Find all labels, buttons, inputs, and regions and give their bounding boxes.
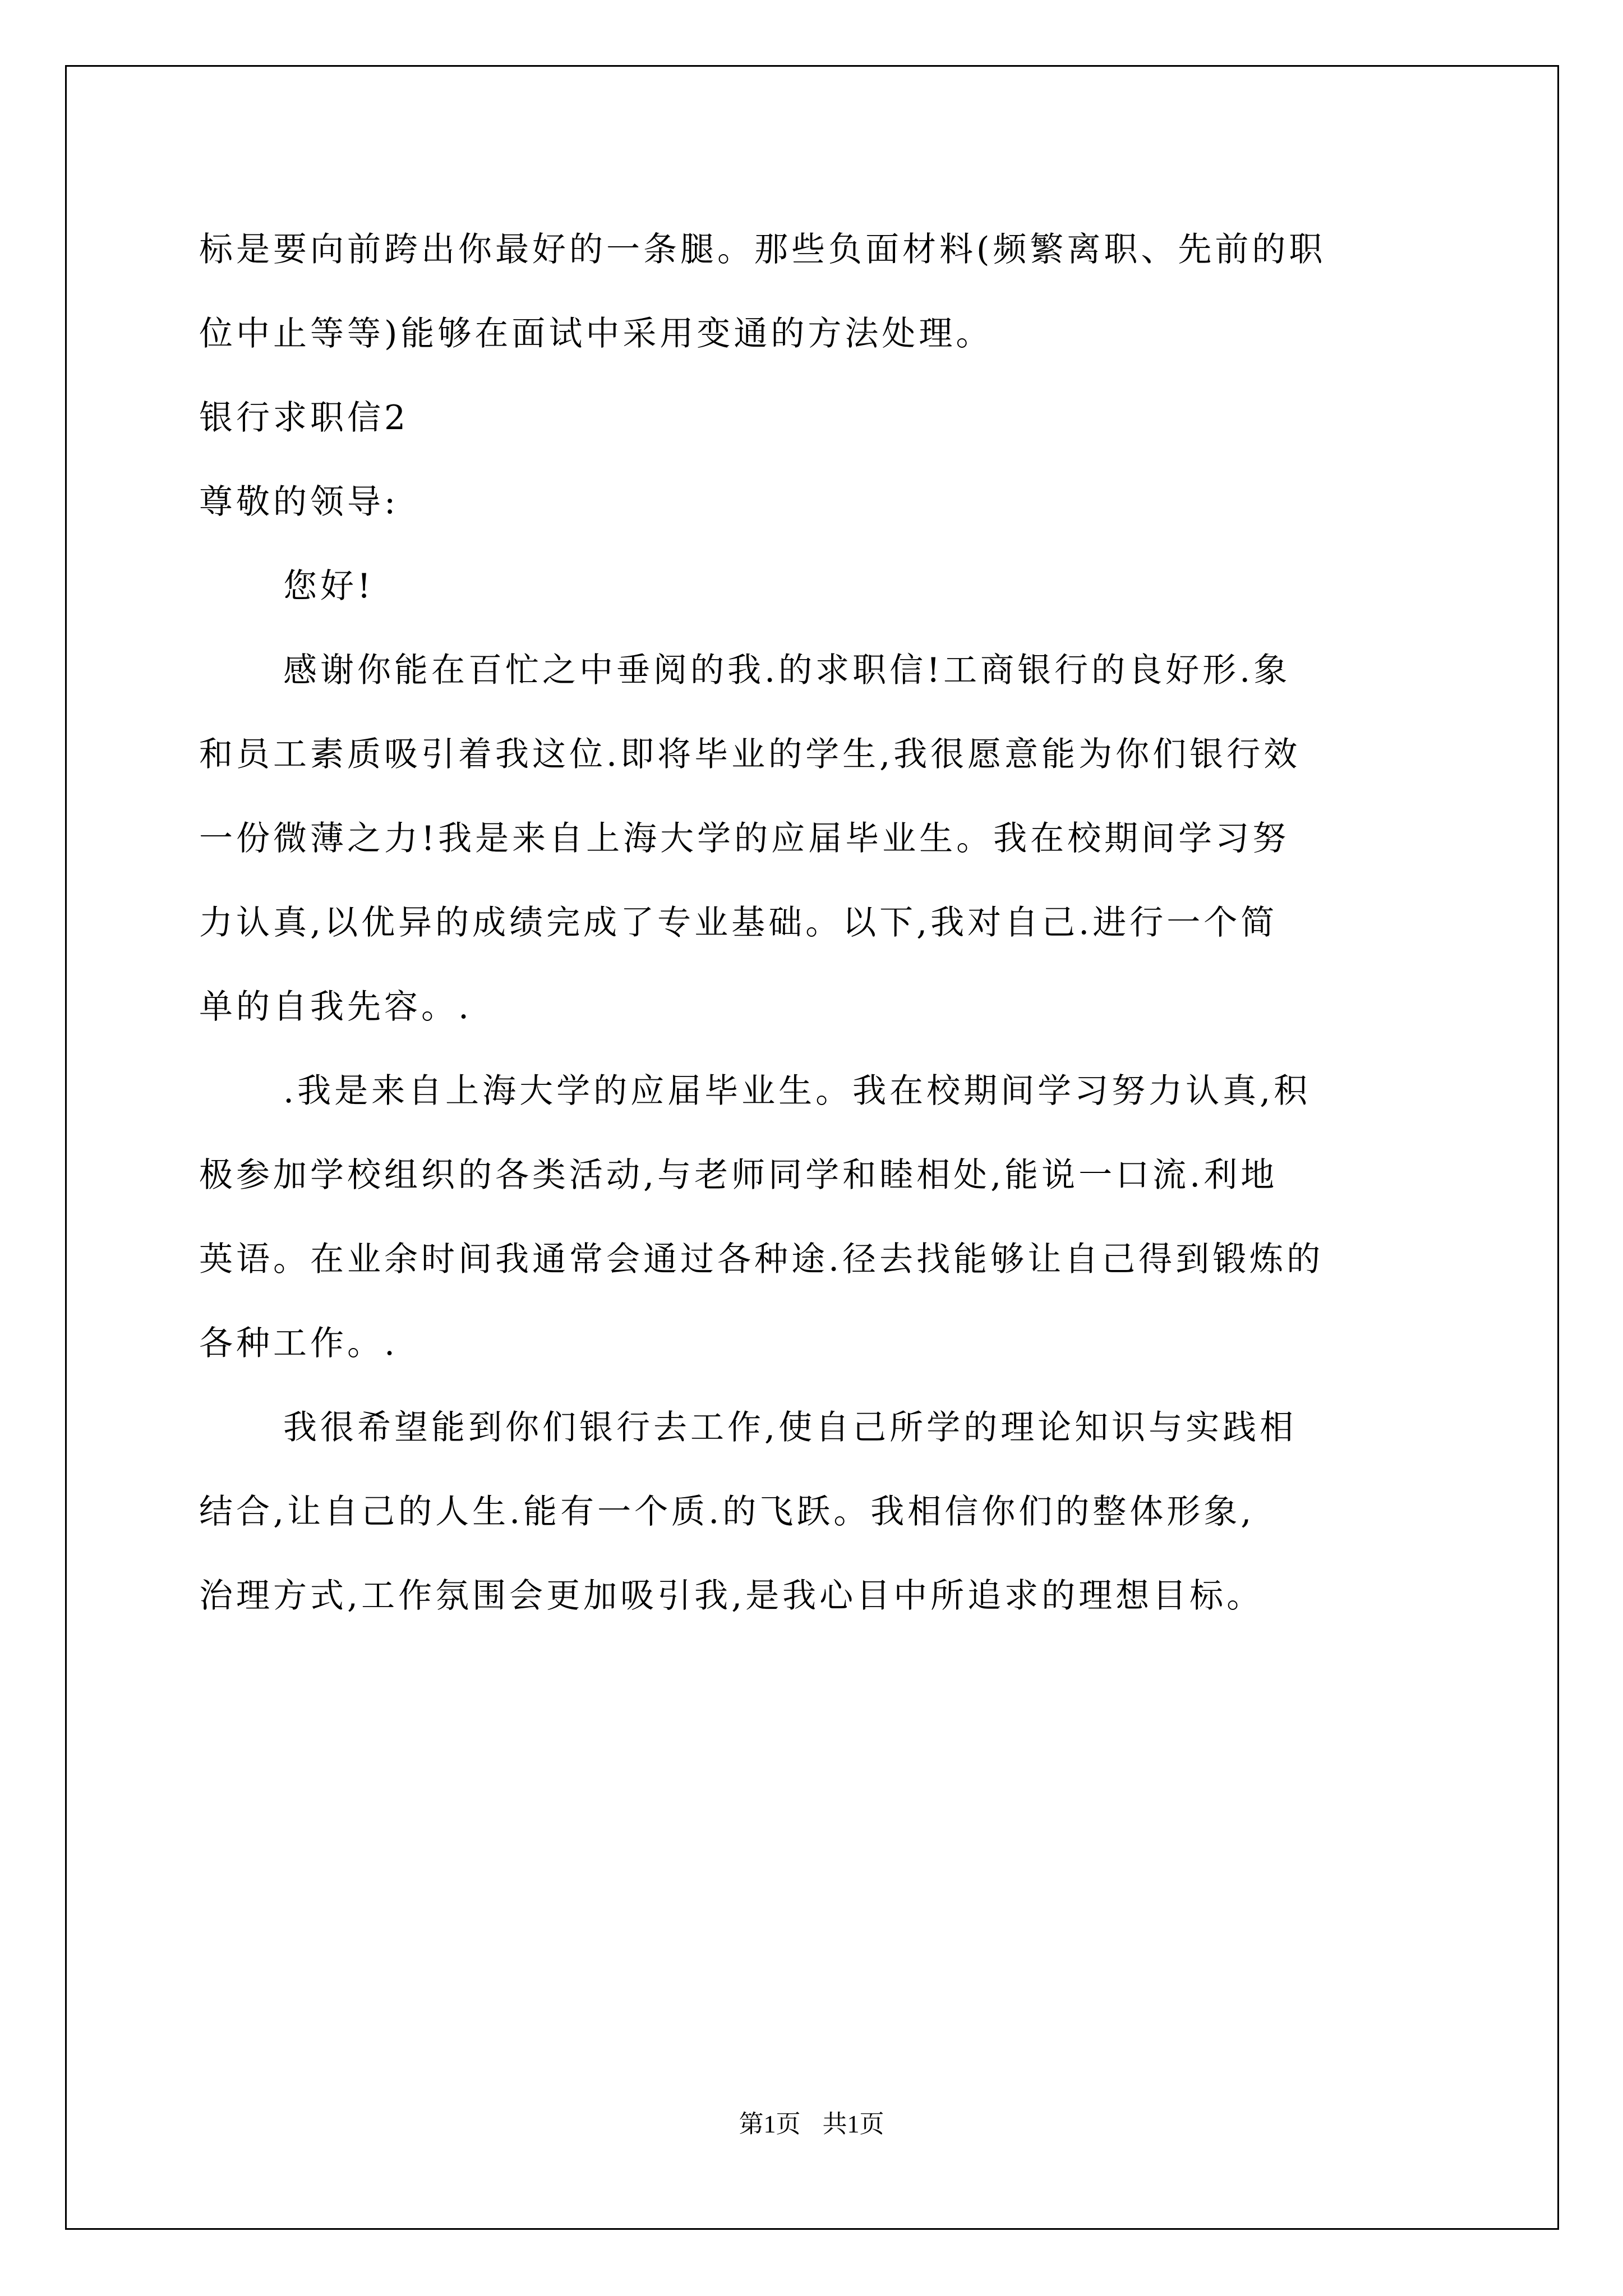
document-body bbox=[199, 208, 1444, 1638]
text-line: 英语。在业余时间我通常会通过各种途.径去找能够让自己得到锻炼的 bbox=[199, 1240, 1324, 1279]
text-line: 感谢你能在百忙之中垂阅的我.的求职信!工商银行的良好形.象 bbox=[283, 651, 1291, 690]
text-line: 和员工素质吸引着我这位.即将毕业的学生,我很愿意能为你们银行效 bbox=[199, 735, 1301, 774]
text-line: 各种工作。. bbox=[199, 1324, 399, 1363]
greeting: 您好! bbox=[283, 567, 375, 606]
section-title: 银行求职信2 bbox=[199, 398, 409, 438]
page-total: 共1页 bbox=[822, 2110, 884, 2138]
page-footer bbox=[0, 2104, 1623, 2139]
salutation: 尊敬的领导: bbox=[199, 482, 399, 522]
text-line: 结合,让自己的人生.能有一个质.的飞跃。我相信你们的整体形象, bbox=[199, 1492, 1255, 1531]
text-line: 一份微薄之力!我是来自上海大学的应届毕业生。我在校期间学习努 bbox=[199, 819, 1290, 858]
text-line: 治理方式,工作氛围会更加吸引我,是我心目中所追求的理想目标。 bbox=[199, 1576, 1264, 1616]
text-line: 标是要向前跨出你最好的一条腿。那些负面材料(频繁离职、先前的职 bbox=[199, 230, 1326, 269]
text-line: 我很希望能到你们银行去工作,使自己所学的理论知识与实践相 bbox=[283, 1408, 1297, 1447]
page-number: 第1页 bbox=[739, 2110, 801, 2138]
text-line: 位中止等等)能够在面试中采用变通的方法处理。 bbox=[199, 314, 993, 353]
text-line: 极参加学校组织的各类活动,与老师同学和睦相处,能说一口流.利地 bbox=[199, 1156, 1278, 1195]
text-line: 力认真,以优异的成绩完成了专业基础。以下,我对自己.进行一个简 bbox=[199, 903, 1278, 942]
text-line: 单的自我先容。. bbox=[199, 987, 473, 1027]
text-line: .我是来自上海大学的应届毕业生。我在校期间学习努力认真,积 bbox=[283, 1071, 1311, 1111]
